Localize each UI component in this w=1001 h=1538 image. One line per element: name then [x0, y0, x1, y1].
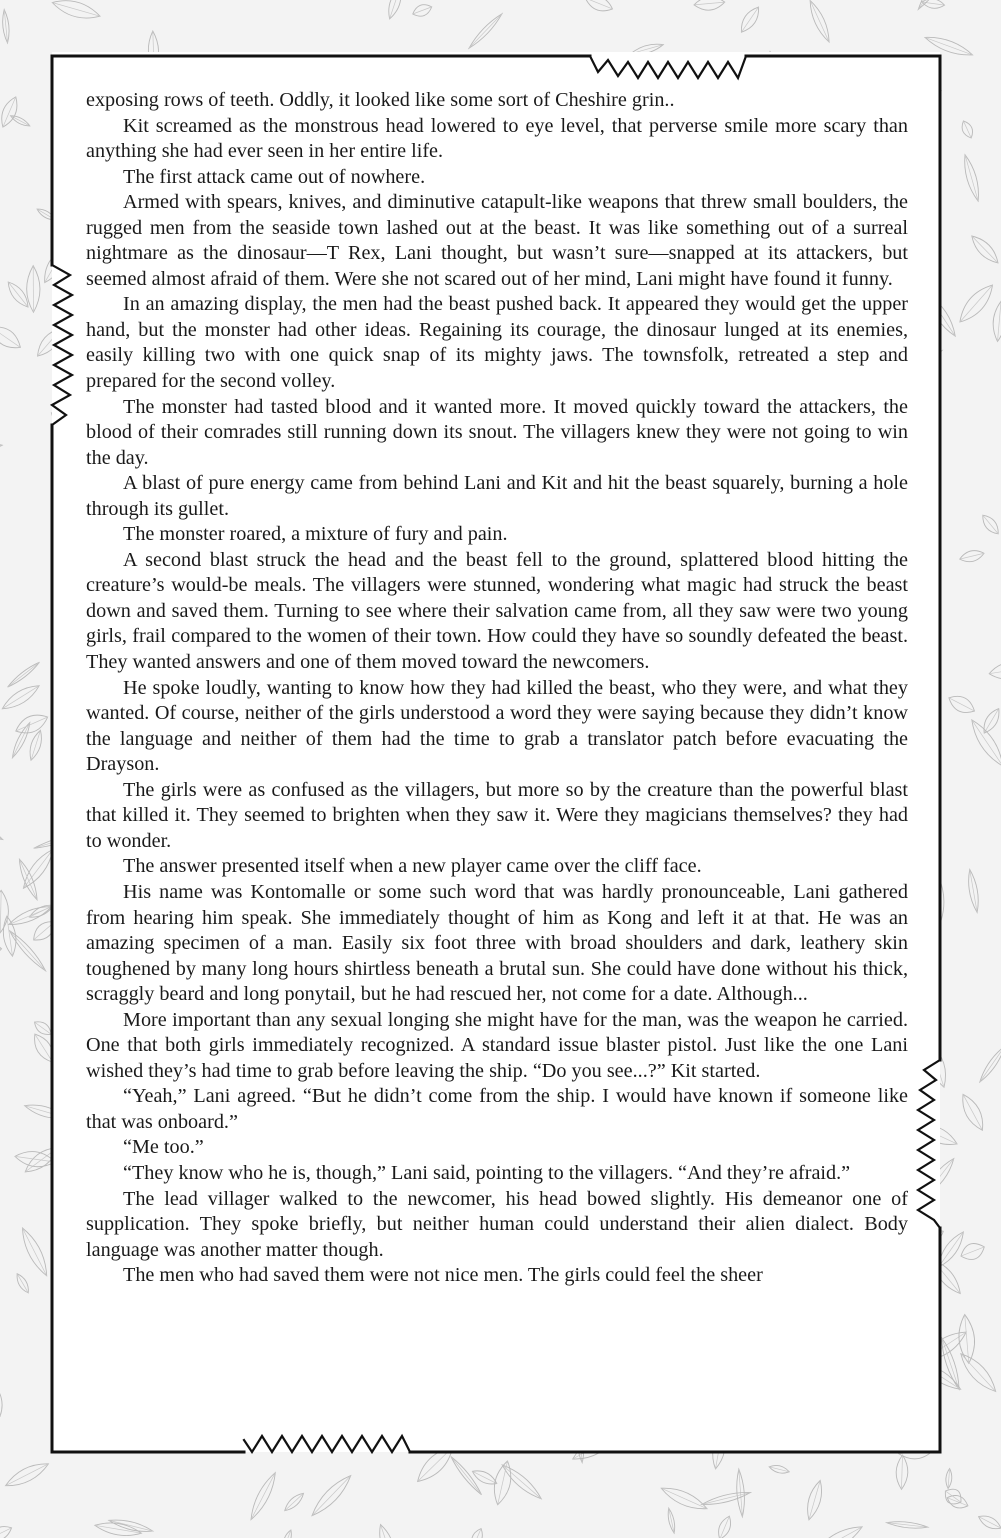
paragraph: “Yeah,” Lani agreed. “But he didn’t come from the ship. I would have known if someone like that was onboard.” [86, 1085, 908, 1133]
paragraph: A blast of pure energy came from behind Lani and Kit and hit the beast squarely, burning a hole through its gullet. [86, 472, 908, 520]
leaf-drawing [896, 1455, 909, 1490]
leaf-drawing [7, 902, 54, 929]
leaf-drawing [768, 1463, 790, 1475]
leaf-drawing [246, 1470, 279, 1522]
leaf-drawing [3, 1458, 52, 1491]
leaf-drawing [375, 1523, 398, 1538]
paragraph: The first attack came out of nowhere. [123, 165, 426, 188]
paragraph: Kit screamed as the monstrous head lowered to eye level, that perverse smile more scary than anything she had ever seen in her entire life. [86, 114, 908, 163]
leaf-drawing [811, 1521, 865, 1538]
paragraph: In an amazing display, the men had the beast pushed back. It appeared they would get the upper hand, but the monster had other ideas. Regaining its courage, the dinosaur lunged at its enemies, easily killing two with one quick snap of its mighty jaws. The townsfolk, retreated a step and prepared for the second volley. [86, 293, 908, 393]
paragraph: The monster had tasted blood and it wanted more. It moved quickly toward the attackers, the blood of their comrades still running down its snout. The villagers knew they were not going to win the day. [86, 395, 908, 469]
leaf-drawing [468, 1527, 485, 1538]
leaf-drawing [988, 660, 1001, 681]
leaf-drawing [715, 1514, 734, 1538]
leaf-drawing [954, 280, 998, 327]
leaf-drawing [27, 266, 41, 313]
paragraph: The men who had saved them were not nice men. The girls could feel the sheer [123, 1264, 763, 1287]
leaf-drawing [956, 1349, 1001, 1396]
paragraph: “Me too.” [123, 1136, 204, 1159]
leaf-drawing [966, 869, 981, 914]
leaf-drawing [282, 1490, 306, 1513]
leaf-drawing [14, 1272, 32, 1295]
paragraph: The girls were as confused as the villagers, but more so by the creature than the powerful blast that killed it. They seemed to brighten when they saw it. Were they magicians themselves? they had to wonder. [86, 778, 908, 852]
leaf-drawing [0, 321, 25, 354]
leaf-drawing [9, 113, 31, 128]
leaf-drawing [886, 1520, 928, 1530]
leaf-drawing [467, 12, 504, 51]
leaf-drawing [915, 0, 952, 12]
leaf-drawing [14, 1149, 56, 1169]
leaf-drawing [977, 1044, 1001, 1084]
leaf-drawing [385, 0, 405, 20]
leaf-drawing [27, 729, 45, 762]
leaf-drawing [921, 0, 945, 10]
leaf-drawing [945, 1468, 952, 1489]
leaf-drawing [7, 928, 48, 973]
leaf-drawing [980, 706, 1001, 736]
leaf-drawing [6, 660, 41, 689]
paragraph: More important than any sexual longing she might have for the man, was the weapon he carried. One that both girls immediately recognized. A standard issue blaster pistol. Just like the one Lani wished they’s had time to grab before leaving the ship. “Do you see...?” Kit started. [86, 1008, 908, 1082]
leaf-drawing [806, 0, 834, 44]
leaf-drawing [958, 1240, 987, 1264]
leaf-drawing [959, 119, 975, 140]
leaf-drawing [946, 691, 978, 717]
paragraph: A second blast struck the head and the beast fell to the ground, splattered blood hitting the creature’s would-be meals. The villagers were stunned, wondering what magic had struck the beast down and saved them. Turning to see where their salvation came from, all they saw were two young girls, frail compared to the women of their town. How could they have so soundly defeated the beast. They wanted answers and one of them moved toward the newcomers. [86, 548, 908, 674]
leaf-drawing [0, 942, 2, 957]
leaf-drawing [957, 1091, 989, 1134]
leaf-drawing [968, 232, 1001, 267]
leaf-drawing [449, 1455, 484, 1497]
leaf-drawing [0, 681, 42, 714]
paragraph: The lead villager walked to the newcomer, his head bowed slightly. His demeanor one of supplication. They spoke briefly, but neither human could understand their alien dialect. Body language was another matter though. [86, 1187, 908, 1261]
leaf-drawing [583, 0, 615, 15]
leaf-drawing [0, 442, 3, 453]
leaf-drawing [17, 1225, 52, 1278]
leaf-drawing [1, 9, 10, 43]
story-text [86, 88, 908, 1289]
leaf-drawing [0, 1522, 14, 1538]
leaf-drawing [9, 721, 32, 759]
leaf-drawing [693, 0, 725, 12]
paragraph: exposing rows of teeth. Oddly, it looked like some sort of Cheshire grin.. [86, 89, 675, 111]
leaf-drawing [958, 548, 985, 564]
leaf-drawing [976, 1512, 1001, 1532]
leaf-drawing [737, 4, 764, 36]
leaf-drawing [308, 1471, 355, 1519]
leaf-drawing [411, 2, 434, 19]
paragraph: The monster roared, a mixture of fury and pain. [123, 523, 508, 546]
leaf-drawing [281, 1529, 294, 1538]
leaf-drawing [979, 512, 1001, 537]
leaf-drawing [659, 1483, 710, 1515]
paragraph: His name was Kontomalle or some such word that was hardly pronounceable, Lani gathered from hearing him speak. She immediately thought of him as Kong and left it at that. He was an amazing specimen of a man. Easily six foot three with broad shoulders and dark, leathery skin toughened by many long hours shirtless beneath a brutal sun. She could have done without his thick, scraggly beard and long ponytail, but he had rescued her, not come for a date. Although... [86, 880, 908, 1006]
leaf-drawing [490, 1459, 515, 1506]
paragraph: “They know who he is, though,” Lani said, pointing to the villagers. “And they’re afraid.” [123, 1161, 851, 1184]
leaf-drawing [945, 1492, 970, 1511]
leaf-drawing [50, 0, 102, 23]
leaf-drawing [13, 710, 51, 738]
leaf-drawing [0, 890, 9, 933]
leaf-drawing [0, 819, 4, 842]
leaf-drawing [666, 1508, 676, 1534]
paragraph: The answer presented itself when a new player came over the cliff face. [123, 855, 702, 878]
paragraph: He spoke loudly, wanting to know how they had killed the beast, who they were, and what they wanted. Of course, neither of the girls understood a word they were saying because they didn’t know the language and neither of them had the time to grab a translator patch before evacuating the Drayson. [86, 676, 908, 776]
leaf-drawing [992, 301, 1001, 342]
leaf-drawing [803, 1479, 825, 1522]
leaf-drawing [941, 1485, 965, 1508]
leaf-drawing [0, 1387, 4, 1417]
leaf-drawing [0, 94, 22, 129]
leaf-drawing [961, 153, 983, 202]
leaf-drawing [4, 279, 32, 311]
paragraph: Armed with spears, knives, and diminutive catapult-like weapons that threw small boulders, the rugged men from the seaside town lashed out at the beast. It was like something out of a surreal nightmare as the dinosaur—T Rex, Lani thought, but wasn’t sure—snapped at its attackers, but seemed almost afraid of them. Were she not scared out of her mind, Lani might have found it funny. [86, 191, 908, 290]
leaf-drawing [108, 1517, 154, 1535]
